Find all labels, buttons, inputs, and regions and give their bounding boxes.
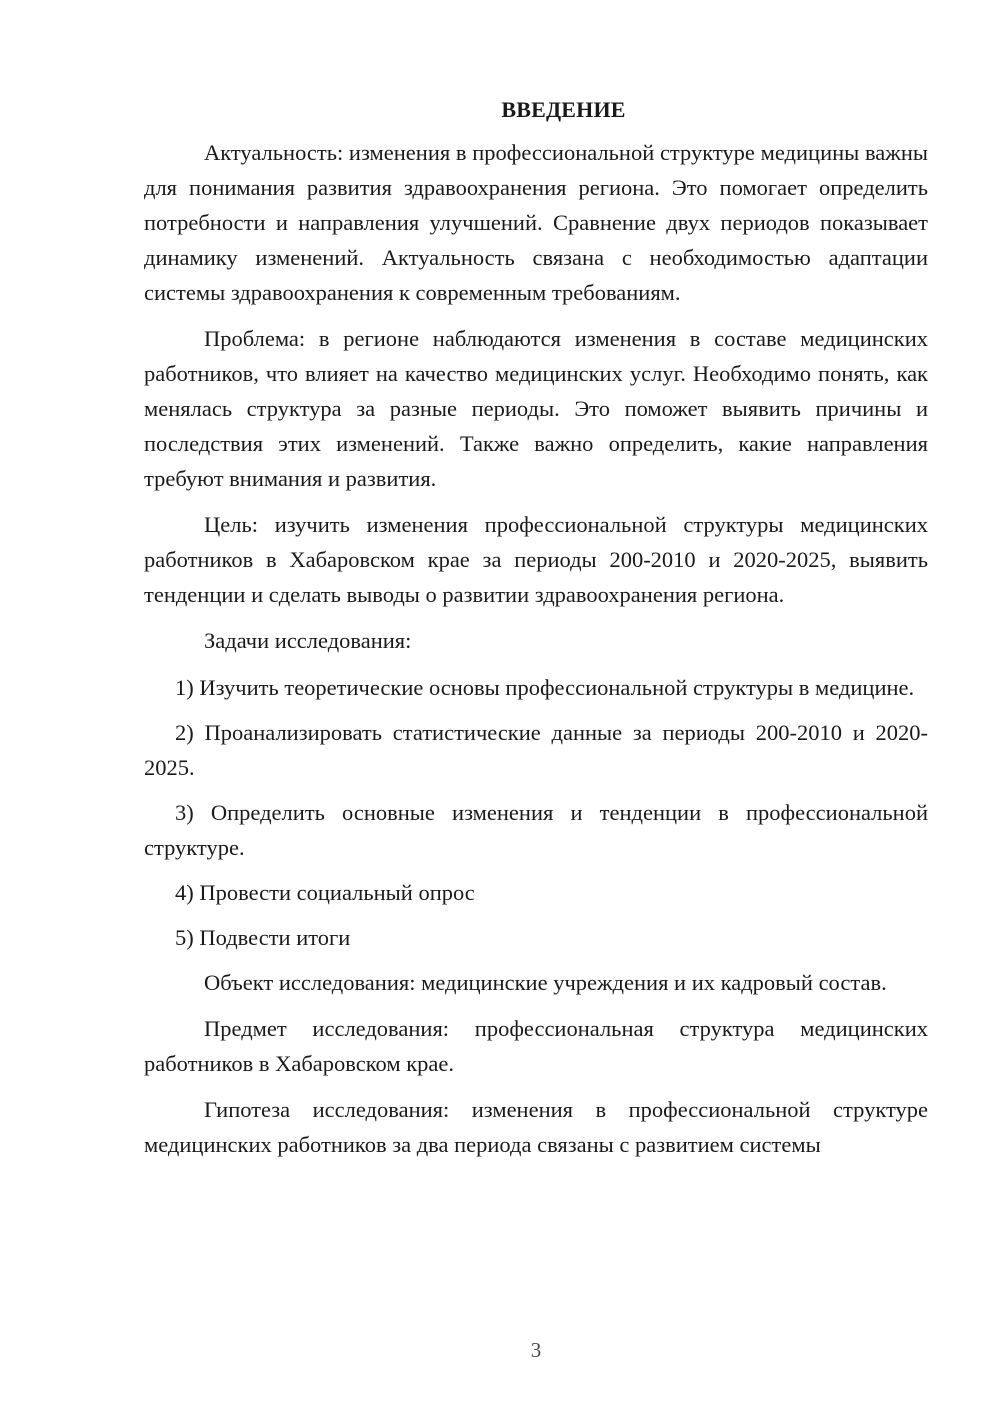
page-content xyxy=(144,95,928,1173)
task-item-2: 2) Проанализировать статистические данные за периоды 200-2010 и 2020-2025. xyxy=(144,720,928,780)
task-item-5: 5) Подвести итоги xyxy=(175,925,351,950)
task-item-1: 1) Изучить теоретические основы профессиональной структуры в медицине. xyxy=(175,675,915,700)
tasks-title: Задачи исследования: xyxy=(204,628,412,653)
task-item-3: 3) Определить основные изменения и тенденции в профессиональной структуре. xyxy=(144,800,928,860)
goal-paragraph: Цель: изучить изменения профессиональной структуры медицинских работников в Хабаровском крае за периоды 200-2010 и 2020-2025, выявить тенденции и сделать выводы о развитии здравоохранения региона. xyxy=(144,512,928,607)
page-number: 3 xyxy=(530,1338,542,1362)
subject-paragraph: Предмет исследования: профессиональная структура медицинских работников в Хабаровском крае. xyxy=(144,1016,928,1076)
task-item-4: 4) Провести социальный опрос xyxy=(175,880,475,905)
problem-paragraph: Проблема: в регионе наблюдаются изменения в составе медицинских работников, что влияет на качество медицинских услуг. Необходимо понять, как менялась структура за разные периоды. Это поможет выявить причины и последствия этих изменений. Также важно определить, какие направления требуют внимания и развития. xyxy=(144,326,928,491)
section-heading: ВВЕДЕНИЕ xyxy=(501,97,626,122)
relevance-paragraph: Актуальность: изменения в профессиональной структуре медицины важны для понимания развития здравоохранения региона. Это помогает определить потребности и направления улучшений. Сравнение двух периодов показывает динамику изменений. Актуальность связана с необходимостью адаптации системы здравоохранения к современным требованиям. xyxy=(144,140,928,305)
hypothesis-paragraph: Гипотеза исследования: изменения в профессиональной структуре медицинских работников за два периода связаны с развитием системы xyxy=(144,1097,928,1157)
object-paragraph: Объект исследования: медицинские учреждения и их кадровый состав. xyxy=(204,970,887,995)
